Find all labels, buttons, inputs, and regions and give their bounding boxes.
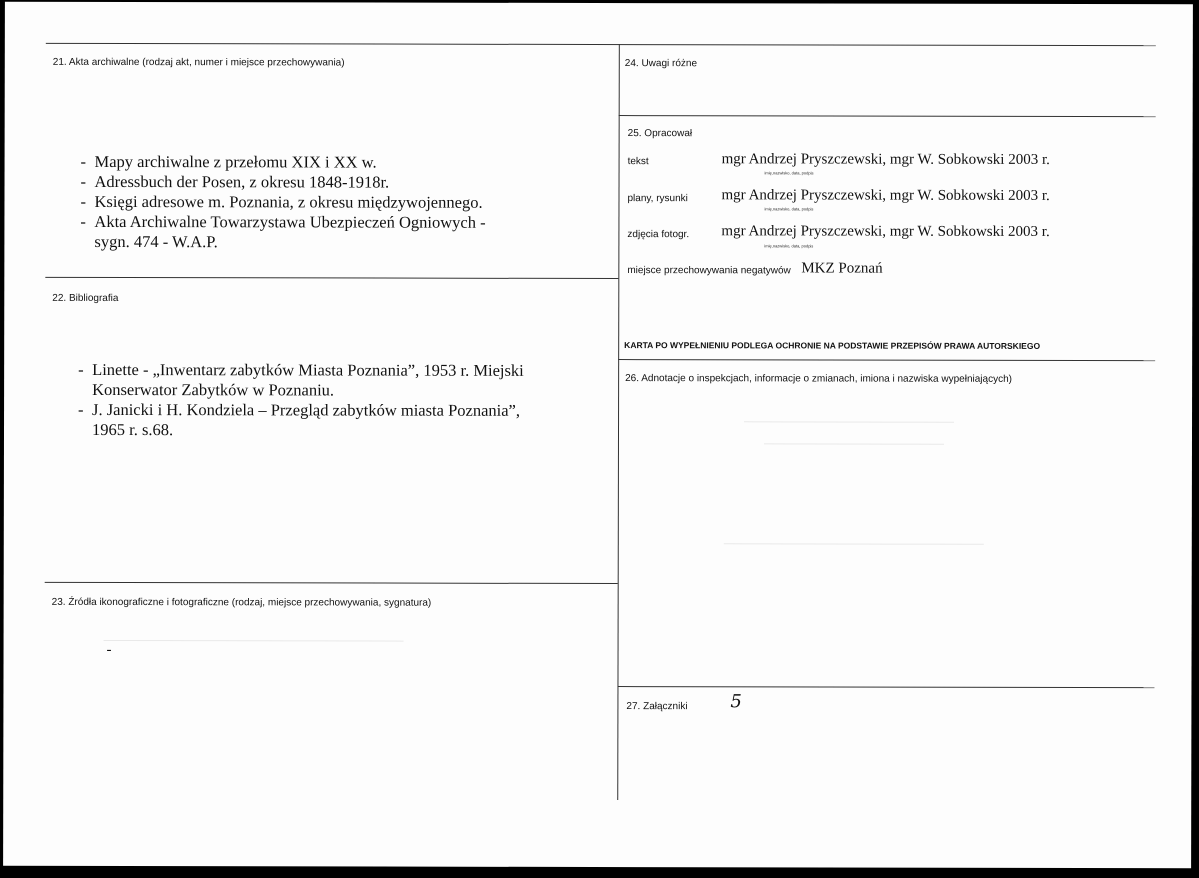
copyright-notice: KARTA PO WYPEŁNIENIU PODLEGA OCHRONIE NA PODSTAWIE PRZEPISÓW PRAWA AUTORSKIEGO	[624, 340, 1041, 351]
show-through-mark	[764, 443, 944, 444]
document-page	[3, 2, 1193, 868]
top-border	[46, 43, 1156, 46]
divider-22-23	[45, 582, 618, 584]
divider-21-22	[45, 277, 618, 279]
credit-row-label: plany, rysunki	[627, 193, 688, 205]
section-27-label: 27. Załączniki	[626, 701, 688, 713]
show-through-mark	[104, 640, 404, 642]
section-21-list	[80, 152, 500, 253]
section-25-label: 25. Opracował	[627, 128, 693, 140]
list-item: - J. Janicki i H. Kondziela – Przegląd zabytków miasta Poznania”, 1965 r. s.68.	[78, 400, 548, 441]
list-item: - Akta Archiwalne Towarzystawa Ubezpieczeń Ogniowych - sygn. 474 - W.A.P.	[80, 212, 500, 253]
section-21-label: 21. Akta archiwalne (rodzaj akt, numer i miejsce przechowywania)	[52, 56, 345, 69]
section-22-label: 22. Bibliografia	[52, 292, 119, 304]
credit-row-value: mgr Andrzej Pryszczewski, mgr W. Sobkowski 2003 r.	[721, 223, 1050, 240]
section-23-label: 23. Źródła ikonograficzne i fotograficzne (rodzaj, miejsce przechowywania, sygnatura)	[51, 596, 432, 609]
credit-row-hint: imię,nazwisko, data, podpis	[764, 243, 814, 249]
negatives-value: MKZ Poznań	[801, 260, 883, 277]
credit-row-label: zdjęcia fotogr.	[627, 229, 690, 241]
section-22-list	[78, 360, 548, 441]
list-item: - Księgi adresowe m. Poznania, z okresu międzywojennego.	[80, 192, 500, 213]
divider-25-26	[618, 359, 1155, 361]
attachments-count: 5	[730, 691, 742, 713]
divider-26-27	[617, 686, 1154, 688]
section-24-label: 24. Uwagi różne	[624, 58, 698, 70]
divider-24-25	[619, 115, 1156, 117]
list-item: - Mapy archiwalne z przełomu XIX i XX w.	[81, 152, 501, 173]
negatives-label: miejsce przechowywania negatywów	[627, 265, 791, 277]
section-23-value: -	[106, 641, 112, 658]
credit-row-value: mgr Andrzej Pryszczewski, mgr W. Sobkowski 2003 r.	[721, 187, 1050, 204]
credit-row-label: tekst	[627, 156, 649, 168]
show-through-mark	[744, 421, 954, 422]
section-26-label: 26. Adnotacje o inspekcjach, informacje o zmianach, imiona i nazwiska wypełniających)	[625, 373, 1013, 385]
credit-row-hint: imię,nazwisko, data, podpis	[764, 206, 814, 212]
list-item: - Linette - „Inwentarz zabytków Miasta Poznania”, 1953 r. Miejski Konserwator Zabytków w Poznaniu.	[78, 360, 548, 401]
credit-row-value: mgr Andrzej Pryszczewski, mgr W. Sobkowski 2003 r.	[721, 151, 1050, 168]
show-through-mark	[724, 543, 984, 545]
list-item: - Adressbuch der Posen, z okresu 1848-1918r.	[81, 172, 501, 193]
credit-row-hint: imię,nazwisko, data, podpis	[764, 170, 814, 176]
